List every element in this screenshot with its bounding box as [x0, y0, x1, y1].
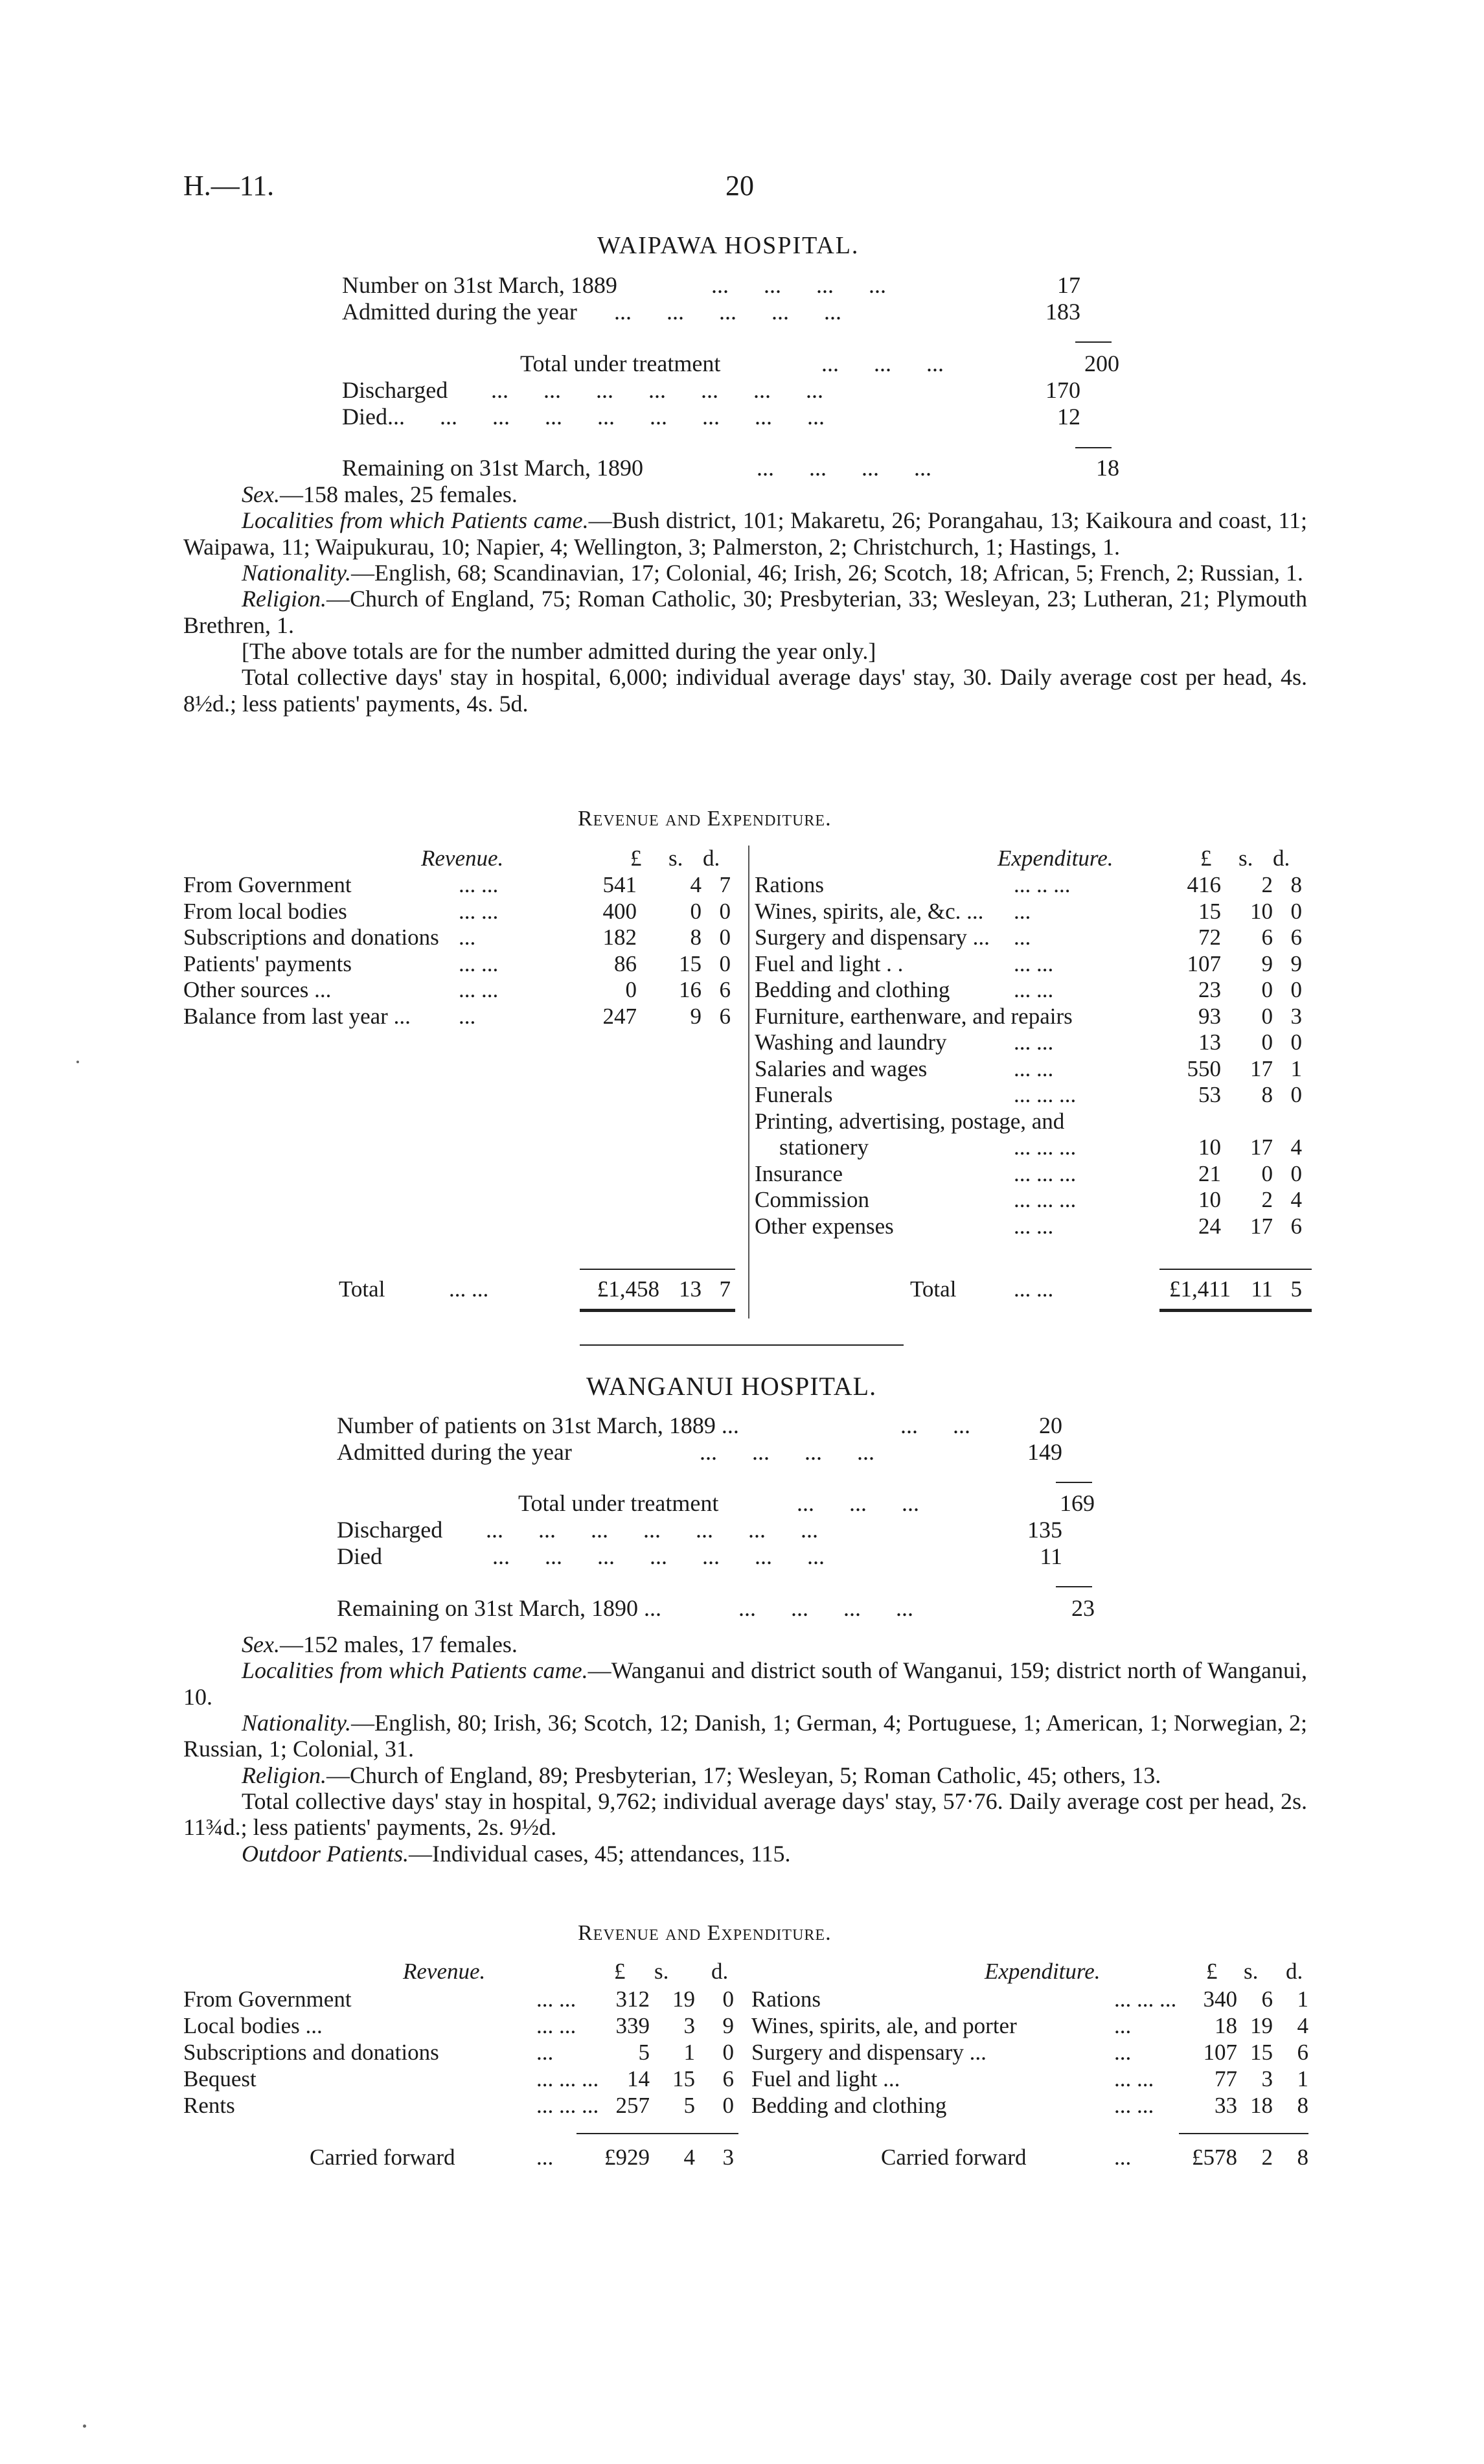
table-row	[183, 2013, 747, 2039]
margin-mark	[83, 2424, 86, 2428]
row-dots: ... ...	[1014, 977, 1054, 1002]
sex-line: Sex.—152 males, 17 females.	[242, 1631, 518, 1657]
note-line: [The above totals are for the number admitted during the year only.]	[242, 638, 876, 664]
row-pounds: 10	[1198, 1134, 1221, 1160]
row-shillings: 0	[690, 898, 702, 924]
days-line: Total collective days' stay in hospital, 6,000; individual average days' stay, 30. Daily average cost per head, 4s. 8½d.; less patients' payments, 4s. 5d.	[183, 664, 1307, 717]
row-pence: 6	[1290, 1213, 1302, 1239]
table-row	[183, 951, 740, 977]
total-pence: 5	[1290, 1276, 1302, 1302]
row-pence: 9	[722, 2013, 734, 2038]
wanganui-total-row: Total under treatment ... ... ... 169	[518, 1490, 1095, 1516]
row-shillings: 9	[690, 1003, 702, 1029]
row-dots: ... ... ...	[536, 2093, 599, 2118]
row-dots: ... ... ...	[536, 2066, 599, 2091]
row-shillings: 8	[1261, 1082, 1273, 1107]
total-double-rule	[580, 1309, 735, 1312]
row-shillings: 17	[1250, 1213, 1273, 1239]
row-pence: 0	[719, 925, 731, 950]
row-dots: ... ... ...	[1014, 1082, 1077, 1107]
table-row	[755, 1030, 1312, 1055]
row-pounds: 93	[1198, 1003, 1221, 1029]
wanganui-rev-exp-title: Revenue and Expenditure.	[578, 1921, 832, 1945]
row-dots: ... ...	[459, 898, 499, 924]
row-pence: 0	[722, 2093, 734, 2118]
row-pounds: 24	[1198, 1213, 1221, 1239]
row-pence: 3	[1290, 1003, 1302, 1029]
wanganui-remaining-row: Remaining on 31st March, 1890 ... ... ... ... ... 23	[337, 1595, 1095, 1621]
row-dots: ... ...	[1014, 1213, 1054, 1239]
row-dots: ... ...	[459, 950, 499, 976]
row-shillings: 17	[1250, 1134, 1273, 1160]
pounds-header: £	[1200, 846, 1212, 871]
row-label: Rations	[755, 872, 824, 897]
stat-value: 18	[1096, 455, 1119, 481]
waipawa-died-row: Died ... ... ... ... ... ... ... ... ... 12	[342, 404, 1080, 430]
row-dots: ...	[1014, 925, 1031, 950]
pence-header: d.	[703, 846, 720, 871]
row-pounds: 5	[638, 2040, 650, 2065]
pounds-header: £	[1206, 1959, 1218, 1984]
row-shillings: 2	[1261, 1187, 1273, 1212]
localities-line: Localities from which Patients came.—Wanganui and district south of Wanganui, 159; district north of Wanganui, 10.	[183, 1657, 1307, 1710]
row-shillings: 17	[1250, 1055, 1273, 1081]
stat-value: 183	[1045, 299, 1080, 325]
row-pence: 6	[722, 2066, 734, 2091]
table-row	[751, 1986, 1315, 2012]
total-pounds: £929	[604, 2145, 650, 2170]
row-pounds: 312	[615, 1986, 650, 2012]
row-shillings: 15	[679, 950, 702, 976]
row-pounds: 400	[602, 898, 637, 924]
nationality-line: Nationality.—English, 68; Scandinavian, 17; Colonial, 46; Irish, 26; Scotch, 18; African, 5; French, 2; Russian, 1.	[242, 559, 1303, 586]
row-dots: ...	[1114, 2013, 1132, 2038]
table-row	[751, 2093, 1315, 2119]
row-label: Bedding and clothing	[755, 977, 950, 1002]
column-divider	[748, 846, 749, 1318]
row-pounds: 541	[602, 872, 637, 897]
table-row	[755, 1109, 1312, 1134]
stat-label: Died	[342, 404, 387, 430]
row-pence: 0	[1290, 1160, 1302, 1186]
waipawa-admitted-row: Admitted during the year ... ... ... ... ... 183	[342, 299, 1080, 325]
row-dots: ...	[459, 925, 476, 950]
document-code: H.—11.	[183, 170, 275, 201]
row-shillings: 5	[683, 2093, 695, 2118]
total-rule	[576, 2133, 738, 2134]
waipawa-revenue-total: Total ... ... £1,458 13 7	[339, 1276, 731, 1302]
row-pounds: 13	[1198, 1030, 1221, 1055]
wanganui-revenue-heading: Revenue.	[403, 1959, 486, 1984]
row-pence: 0	[1290, 977, 1302, 1002]
row-label: stationery	[779, 1134, 869, 1160]
table-row	[755, 977, 1312, 1003]
row-shillings: 15	[672, 2066, 695, 2091]
row-dots: ... .. ...	[1014, 872, 1071, 897]
waipawa-expenditure-total: Total ... ... £1,411 11 5	[910, 1276, 1302, 1302]
row-dots: ...	[1014, 898, 1031, 924]
row-label: Fuel and light . .	[755, 950, 904, 976]
wanganui-title: WANGANUI HOSPITAL.	[586, 1372, 877, 1401]
row-pounds: 21	[1198, 1160, 1221, 1186]
row-label: From local bodies	[183, 898, 347, 924]
row-shillings: 0	[1261, 1160, 1273, 1186]
table-row	[183, 2093, 747, 2119]
row-shillings: 15	[1250, 2040, 1273, 2065]
row-label: Salaries and wages	[755, 1055, 928, 1081]
stat-label: Remaining on 31st March, 1890 ...	[337, 1595, 661, 1621]
row-dots: ... ...	[459, 872, 499, 897]
table-row	[183, 1004, 740, 1030]
row-shillings: 19	[672, 1986, 695, 2012]
table-row	[755, 1004, 1312, 1030]
row-pence: 1	[1290, 1055, 1302, 1081]
table-row	[183, 2066, 747, 2092]
total-pence: 8	[1297, 2145, 1308, 2170]
row-pounds: 257	[615, 2093, 650, 2118]
row-dots: ... ...	[1014, 1055, 1054, 1081]
row-pence: 0	[719, 898, 731, 924]
row-pounds: 10	[1198, 1187, 1221, 1212]
total-shillings: 13	[679, 1276, 702, 1302]
row-pence: 0	[722, 1986, 734, 2012]
waipawa-rev-exp-title: Revenue and Expenditure.	[578, 807, 832, 831]
total-label: Carried forward	[310, 2145, 455, 2170]
total-shillings: 2	[1261, 2145, 1273, 2170]
table-row	[755, 1082, 1312, 1108]
row-pounds: 14	[627, 2066, 650, 2091]
table-row	[183, 872, 740, 898]
row-shillings: 4	[690, 872, 702, 897]
divider	[1075, 341, 1112, 343]
row-dots: ... ...	[459, 977, 499, 1002]
row-label: Bequest	[183, 2066, 257, 2091]
nationality-line: Nationality.—English, 80; Irish, 36; Scotch, 12; Danish, 1; German, 4; Portuguese, 1; American, 1; Norwegian, 2; Russian, 1; Colonial, 31.	[183, 1709, 1307, 1762]
row-pounds: 86	[614, 950, 637, 976]
row-shillings: 1	[683, 2040, 695, 2065]
row-label: Bedding and clothing	[751, 2093, 947, 2118]
total-label: Total	[910, 1276, 957, 1302]
row-pence: 6	[1290, 925, 1302, 950]
religion-line: Religion.—Church of England, 75; Roman Catholic, 30; Presbyterian, 33; Wesleyan, 23; Lutheran, 21; Plymouth Brethren, 1.	[183, 586, 1307, 638]
row-dots: ... ...	[536, 2013, 576, 2038]
row-label: From Government	[183, 1986, 352, 2012]
row-dots: ... ...	[1014, 1030, 1054, 1055]
stat-label: Died	[337, 1543, 382, 1569]
divider	[1056, 1482, 1092, 1483]
stat-value: 169	[1060, 1490, 1095, 1516]
table-row	[183, 899, 740, 925]
total-double-rule	[1159, 1309, 1312, 1312]
row-pounds: 416	[1187, 872, 1221, 897]
row-pence: 6	[719, 1003, 731, 1029]
row-pence: 6	[719, 977, 731, 1002]
total-shillings: 11	[1251, 1276, 1273, 1302]
row-label: Funerals	[755, 1082, 833, 1107]
sex-line: Sex.—158 males, 25 females.	[242, 481, 518, 507]
row-pounds: 23	[1198, 977, 1221, 1002]
row-pounds: 107	[1203, 2040, 1237, 2065]
stat-value: 23	[1071, 1595, 1095, 1621]
row-dots: ... ... ...	[1014, 1134, 1077, 1160]
table-row	[183, 1986, 747, 2012]
waipawa-title: WAIPAWA HOSPITAL.	[597, 232, 860, 259]
shillings-header: s.	[1239, 846, 1253, 871]
row-label: Rations	[751, 1986, 821, 2012]
row-pounds: 107	[1187, 950, 1221, 976]
divider	[1056, 1586, 1092, 1587]
row-label: From Government	[183, 872, 352, 897]
row-label: Surgery and dispensary ...	[751, 2040, 987, 2065]
row-shillings: 8	[690, 925, 702, 950]
wanganui-discharged-row: Discharged ... ... ... ... ... ... ... 135	[337, 1517, 1062, 1543]
pence-header: d.	[1273, 846, 1290, 871]
religion-line: Religion.—Church of England, 89; Presbyterian, 17; Wesleyan, 5; Roman Catholic, 45; others, 13.	[242, 1762, 1161, 1788]
row-label: Wines, spirits, ale, &c. ...	[755, 898, 984, 924]
row-label: Commission	[755, 1187, 869, 1212]
table-row	[755, 1214, 1312, 1239]
table-row	[751, 2040, 1315, 2066]
row-pence: 4	[1290, 1187, 1302, 1212]
row-dots: ...	[536, 2040, 554, 2065]
waipawa-total-row: Total under treatment ... ... ... 200	[520, 351, 1119, 376]
waipawa-number-on-row: Number on 31st March, 1889 ... ... ... ... 17	[342, 272, 1080, 298]
row-pence: 0	[719, 950, 731, 976]
row-shillings: 10	[1250, 898, 1273, 924]
total-pence: 3	[722, 2145, 734, 2170]
table-row	[755, 899, 1312, 925]
table-row	[755, 1161, 1312, 1187]
row-pence: 1	[1297, 2066, 1308, 2091]
row-pence: 0	[1290, 1082, 1302, 1107]
row-shillings: 9	[1261, 950, 1273, 976]
divider	[1075, 447, 1112, 448]
row-shillings: 16	[679, 977, 702, 1002]
stat-label: Admitted during the year	[342, 299, 577, 325]
wanganui-details	[183, 1631, 1307, 1867]
row-pounds: 339	[615, 2013, 650, 2038]
row-pounds: 33	[1215, 2093, 1237, 2118]
total-pounds: £1,411	[1169, 1276, 1231, 1302]
wanganui-revenue-total: Carried forward ... £929 4 3	[310, 2145, 734, 2170]
row-label: Other sources ...	[183, 977, 332, 1002]
row-shillings: 6	[1261, 1986, 1273, 2012]
row-label: Washing and laundry	[755, 1030, 947, 1055]
table-row	[755, 925, 1312, 950]
waipawa-revenue-heading: Revenue.	[421, 846, 504, 871]
row-shillings: 0	[1261, 1030, 1273, 1055]
waipawa-remaining-row: Remaining on 31st March, 1890 ... ... ... ... 18	[342, 455, 1119, 481]
table-row	[183, 925, 740, 950]
total-pounds: £1,458	[597, 1276, 659, 1302]
wanganui-admitted-row: Admitted during the year ... ... ... ... 149	[337, 1439, 1062, 1465]
row-pounds: 72	[1198, 925, 1221, 950]
row-pounds: 0	[625, 977, 637, 1002]
row-pounds: 182	[602, 925, 637, 950]
stat-label: Number on 31st March, 1889	[342, 272, 617, 298]
stat-label: Remaining on 31st March, 1890	[342, 455, 643, 481]
row-shillings: 3	[683, 2013, 695, 2038]
row-pounds: 53	[1198, 1082, 1221, 1107]
localities-line: Localities from which Patients came.—Bush district, 101; Makaretu, 26; Porangahau, 13; Kaikoura and coast, 11; Waipawa, 11; Waipukurau, 10; Napier, 4; Wellington, 3; Palmerston, 2; Christchurch, 1; Hastings, 1.	[183, 507, 1308, 560]
stat-label: Admitted during the year	[337, 1439, 572, 1465]
outdoor-line: Outdoor Patients.—Individual cases, 45; attendances, 115.	[242, 1840, 791, 1867]
row-label: Balance from last year ...	[183, 1003, 411, 1029]
shillings-header: s.	[654, 1959, 669, 1984]
row-label: Subscriptions and donations	[183, 2040, 439, 2065]
row-pence: 8	[1290, 872, 1302, 897]
waipawa-expenditure-heading: Expenditure.	[998, 846, 1113, 871]
row-shillings: 18	[1250, 2093, 1273, 2118]
row-pence: 1	[1297, 1986, 1308, 2012]
row-shillings: 0	[1261, 977, 1273, 1002]
wanganui-expenditure-heading: Expenditure.	[985, 1959, 1101, 1984]
row-pence: 0	[1290, 898, 1302, 924]
row-pence: 0	[1290, 1030, 1302, 1055]
pence-header: d.	[1286, 1959, 1303, 1984]
row-dots: ... ...	[1014, 950, 1054, 976]
row-shillings: 0	[1261, 1003, 1273, 1029]
waipawa-details	[183, 481, 1307, 717]
row-shillings: 2	[1261, 872, 1273, 897]
row-label: Insurance	[755, 1160, 843, 1186]
waipawa-discharged-row: Discharged ... ... ... ... ... ... ... 170	[342, 377, 1080, 403]
wanganui-number-on-row: Number of patients on 31st March, 1889 ... ... ... 20	[337, 1412, 1062, 1438]
wanganui-expenditure-total: Carried forward ... £578 2 8	[881, 2145, 1308, 2170]
shillings-header: s.	[668, 846, 683, 871]
row-pounds: 247	[602, 1003, 637, 1029]
total-label: Total	[339, 1276, 385, 1302]
stat-value: 20	[1039, 1412, 1062, 1438]
total-rule	[580, 1269, 735, 1270]
stat-value: 149	[1027, 1439, 1062, 1465]
table-row	[755, 951, 1312, 977]
row-shillings: 3	[1261, 2066, 1273, 2091]
table-row	[755, 872, 1312, 898]
pence-header: d.	[711, 1959, 729, 1984]
row-dots: ... ... ...	[1114, 1986, 1177, 2012]
days-line: Total collective days' stay in hospital, 9,762; individual average days' stay, 57·76. Daily average cost per head, 2s. 11¾d.; less patients' payments, 2s. 9½d.	[183, 1788, 1307, 1841]
row-pounds: 15	[1198, 898, 1221, 924]
pounds-header: £	[630, 846, 642, 871]
stat-value: 200	[1084, 351, 1119, 376]
pounds-header: £	[614, 1959, 626, 1984]
table-row	[183, 977, 740, 1003]
row-label: Subscriptions and donations	[183, 925, 439, 950]
total-pounds: £578	[1192, 2145, 1237, 2170]
row-pence: 4	[1297, 2013, 1308, 2038]
row-pence: 6	[1297, 2040, 1308, 2065]
row-dots: ... ...	[536, 1986, 576, 2012]
row-pence: 9	[1290, 950, 1302, 976]
table-row	[751, 2066, 1315, 2092]
row-label: Printing, advertising, postage, and	[755, 1108, 1065, 1134]
margin-mark	[76, 1061, 79, 1063]
row-label: Other expenses	[755, 1213, 894, 1239]
row-dots: ... ... ...	[1014, 1187, 1077, 1212]
shillings-header: s.	[1244, 1959, 1259, 1984]
row-pounds: 550	[1187, 1055, 1221, 1081]
row-pounds: 77	[1215, 2066, 1237, 2091]
stat-label: Number of patients on 31st March, 1889 ...	[337, 1412, 739, 1438]
row-dots: ... ...	[1114, 2093, 1154, 2118]
row-label: Patients' payments	[183, 950, 352, 976]
total-shillings: 4	[683, 2145, 695, 2170]
row-label: Wines, spirits, ale, and porter	[751, 2013, 1017, 2038]
stat-label: Discharged	[342, 377, 448, 403]
stat-value: 170	[1045, 377, 1080, 403]
row-dots: ...	[459, 1003, 476, 1029]
row-label: Fuel and light ...	[751, 2066, 900, 2091]
row-pence: 0	[722, 2040, 734, 2065]
table-row	[755, 1056, 1312, 1082]
row-pence: 7	[719, 872, 731, 897]
total-pence: 7	[719, 1276, 731, 1302]
row-pence: 4	[1290, 1134, 1302, 1160]
table-row	[755, 1134, 1312, 1160]
table-row	[755, 1187, 1312, 1213]
row-shillings: 19	[1250, 2013, 1273, 2038]
stat-value: 11	[1040, 1543, 1062, 1569]
stat-label: Total under treatment	[518, 1490, 719, 1516]
table-row	[751, 2013, 1315, 2039]
page-number: 20	[725, 170, 754, 201]
row-shillings: 6	[1261, 925, 1273, 950]
stat-label: Discharged	[337, 1517, 443, 1543]
row-pence: 8	[1297, 2093, 1308, 2118]
row-label: Rents	[183, 2093, 235, 2118]
row-label: Surgery and dispensary ...	[755, 925, 990, 950]
row-pounds: 18	[1215, 2013, 1237, 2038]
row-dots: ... ... ...	[1014, 1160, 1077, 1186]
total-rule	[1179, 2133, 1308, 2134]
stat-value: 135	[1027, 1517, 1062, 1543]
stat-label: Total under treatment	[520, 351, 721, 376]
row-dots: ... ...	[1114, 2066, 1154, 2091]
table-row	[183, 2040, 747, 2066]
wanganui-died-row: Died ... ... ... ... ... ... ... 11	[337, 1543, 1062, 1569]
section-separator	[580, 1344, 904, 1346]
row-label: Local bodies ...	[183, 2013, 323, 2038]
row-dots: ...	[1114, 2040, 1132, 2065]
stat-value: 17	[1057, 272, 1080, 298]
row-pounds: 340	[1203, 1986, 1237, 2012]
total-rule	[1159, 1269, 1312, 1270]
row-label: Furniture, earthenware, and repairs	[755, 1003, 1073, 1029]
stat-value: 12	[1057, 404, 1080, 430]
total-label: Carried forward	[881, 2145, 1027, 2170]
